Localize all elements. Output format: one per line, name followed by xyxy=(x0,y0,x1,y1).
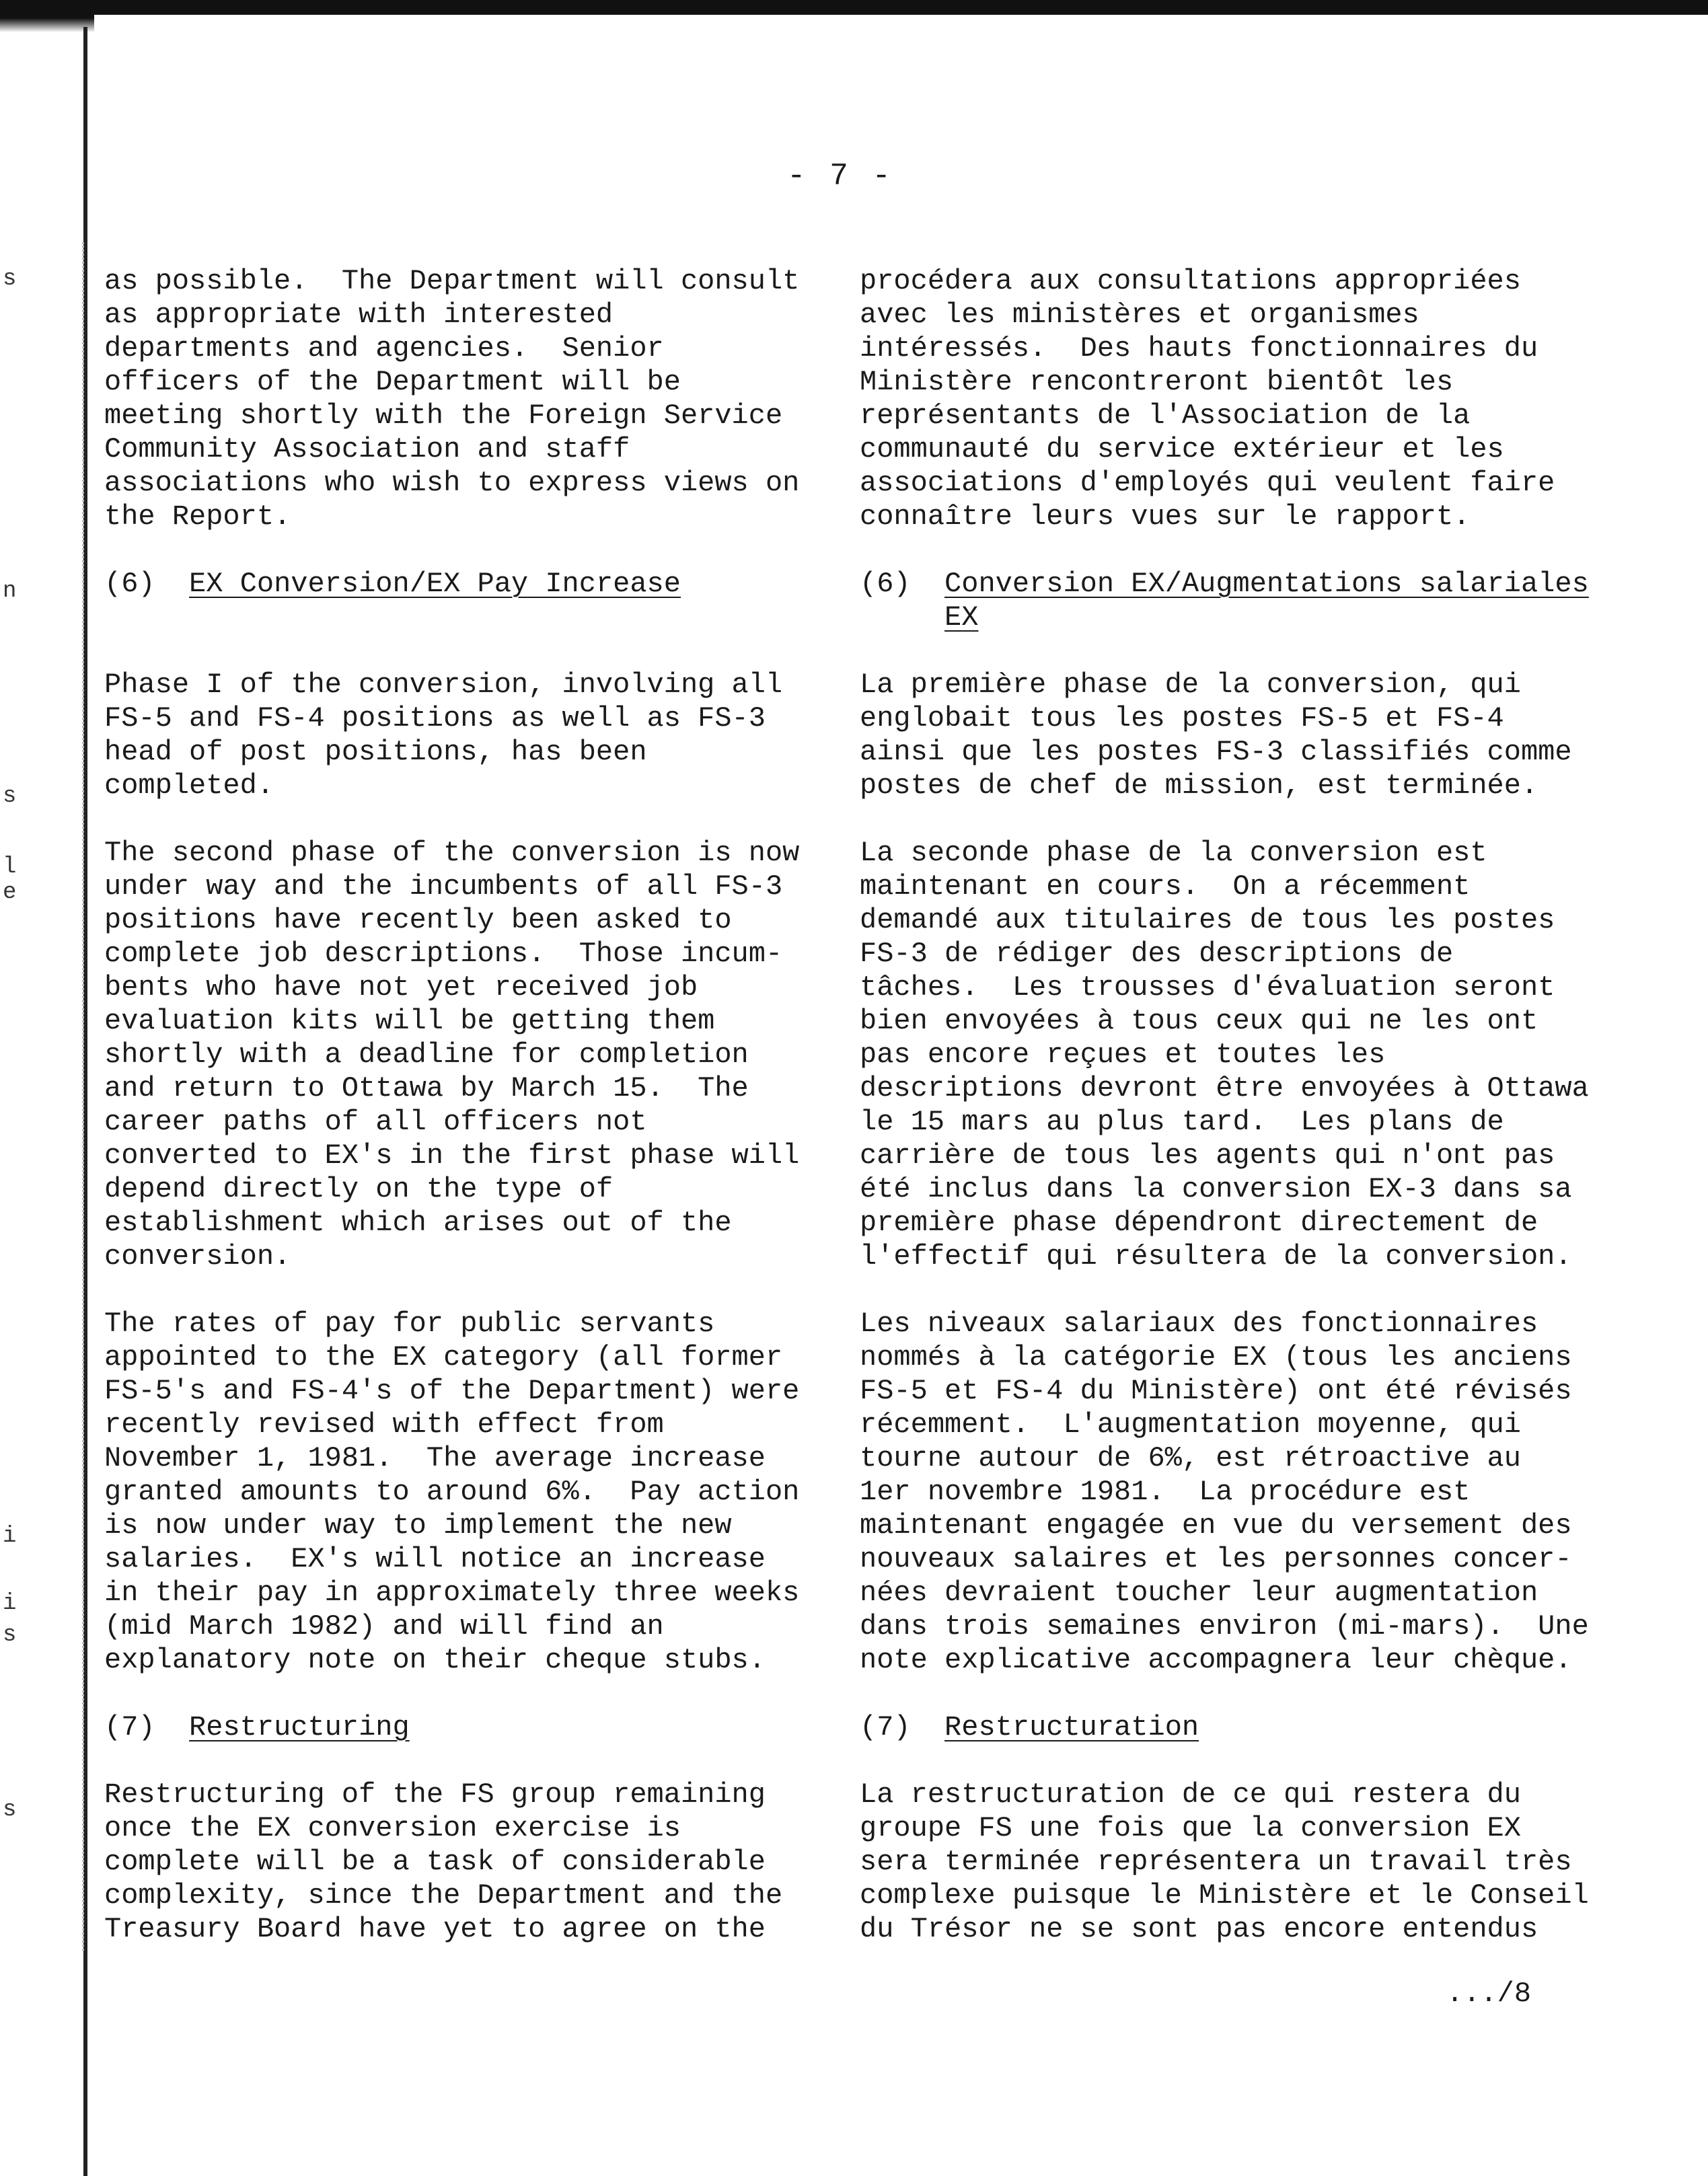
english-intro-paragraph: as possible. The Department will consult as appropriate with interested departments and agencies. Senior officers of the Department will be meeting shortly with the Foreign Service Community Association and staff associations who wish to express views on the Report. xyxy=(104,265,800,533)
section-title: Restructuring xyxy=(189,1711,410,1743)
french-column xyxy=(860,264,1606,1946)
french-paragraph: La restructuration de ce qui restera du groupe FS une fois que la conversion EX sera terminée représentera un travail très complexe puisque le Ministère et le Conseil du Trésor ne se sont pas encore entendus xyxy=(860,1778,1589,1945)
french-section-6-heading xyxy=(860,567,1606,634)
french-intro-paragraph: procédera aux consultations appropriées avec les ministères et organismes intéressés. Des hauts fonctionnaires du Ministère rencontreront bientôt les représentants de l'Association de la communauté du service extérieur et les associations d'employés qui veulent faire connaître leurs vues sur le rapport. xyxy=(860,265,1555,533)
margin-fragment: s xyxy=(3,266,17,292)
english-paragraph: The second phase of the conversion is now under way and the incumbents of all FS-3 positions have recently been asked to complete job descriptions. Those incum- bents who have not yet received job evaluation kits will be getting them shortly with a deadline for completion and return to Ottawa by March 15. The career paths of all officers not converted to EX's in the first phase will depend directly on the type of establishment which arises out of the conversion. xyxy=(104,837,800,1273)
margin-fragment: e xyxy=(3,880,17,905)
margin-fragment: s xyxy=(3,1622,17,1648)
french-paragraph: La seconde phase de la conversion est maintenant en cours. On a récemment demandé aux titulaires de tous les postes FS-3 de rédiger des descriptions de tâches. Les trousses d'évaluation seront bien envoyées à tous ceux qui ne les ont pas encore reçues et toutes les descriptions devront être envoyées à Ottawa le 15 mars au plus tard. Les plans de carrière de tous les agents qui n'ont pas été inclus dans la conversion EX-3 dans sa première phase dépendront directement de l'effectif qui résultera de la conversion. xyxy=(860,837,1589,1273)
margin-fragment: i xyxy=(3,1591,17,1616)
margin-fragment: s xyxy=(3,1797,17,1823)
section-title: Conversion EX/Augmentations salariales EX xyxy=(944,568,1589,634)
margin-fragment: s xyxy=(3,784,17,809)
section-number: (6) xyxy=(860,568,911,600)
french-paragraph: Les niveaux salariaux des fonctionnaires nommés à la catégorie EX (tous les anciens FS-5 et FS-4 du Ministère) ont été révisés récemment. L'augmentation moyenne, qui tourne autour de 6%, est rétroactive au 1er novembre 1981. La procédure est maintenant engagée en vue du versement des nouveaux salaires et les personnes concer- nées devraient toucher leur augmentation dans trois semaines environ (mi-mars). Une note explicative accompagnera leur chèque. xyxy=(860,1308,1589,1676)
section-title: Restructuration xyxy=(944,1711,1199,1743)
section-number: (7) xyxy=(104,1711,155,1743)
french-paragraph: La première phase de la conversion, qui englobait tous les postes FS-5 et FS-4 ainsi que les postes FS-3 classifiés comme postes de chef de mission, est terminée. xyxy=(860,669,1572,802)
section-number: (6) xyxy=(104,568,155,600)
page-number: - 7 - xyxy=(787,159,894,194)
french-section-7-heading xyxy=(860,1711,1606,1744)
dotted-margin-line xyxy=(82,242,84,1951)
section-number: (7) xyxy=(860,1711,911,1743)
english-column xyxy=(104,264,817,1946)
continuation-marker: .../8 xyxy=(1446,1978,1532,2010)
english-section-6-heading xyxy=(104,567,817,601)
margin-fragment: l xyxy=(3,854,17,880)
scan-top-edge-shadow xyxy=(0,12,94,32)
english-paragraph: The rates of pay for public servants appointed to the EX category (all former FS-5's and FS-4's of the Department) were recently revised with effect from November 1, 1981. The average increase granted amounts to around 6%. Pay action is now under way to implement the new salaries. EX's will notice an increase in their pay in approximately three weeks (mid March 1982) and will find an explanatory note on their cheque stubs. xyxy=(104,1308,800,1676)
english-paragraph: Restructuring of the FS group remaining once the EX conversion exercise is complete will be a task of considerable complexity, since the Department and the Treasury Board have yet to agree on the xyxy=(104,1778,783,1945)
margin-fragment: n xyxy=(3,578,17,604)
margin-fragment: i xyxy=(3,1524,17,1549)
english-section-7-heading xyxy=(104,1711,817,1744)
scan-top-edge xyxy=(0,0,1708,15)
section-title: EX Conversion/EX Pay Increase xyxy=(189,568,681,600)
english-paragraph: Phase I of the conversion, involving all FS-5 and FS-4 positions as well as FS-3 head of post positions, has been completed. xyxy=(104,669,783,802)
